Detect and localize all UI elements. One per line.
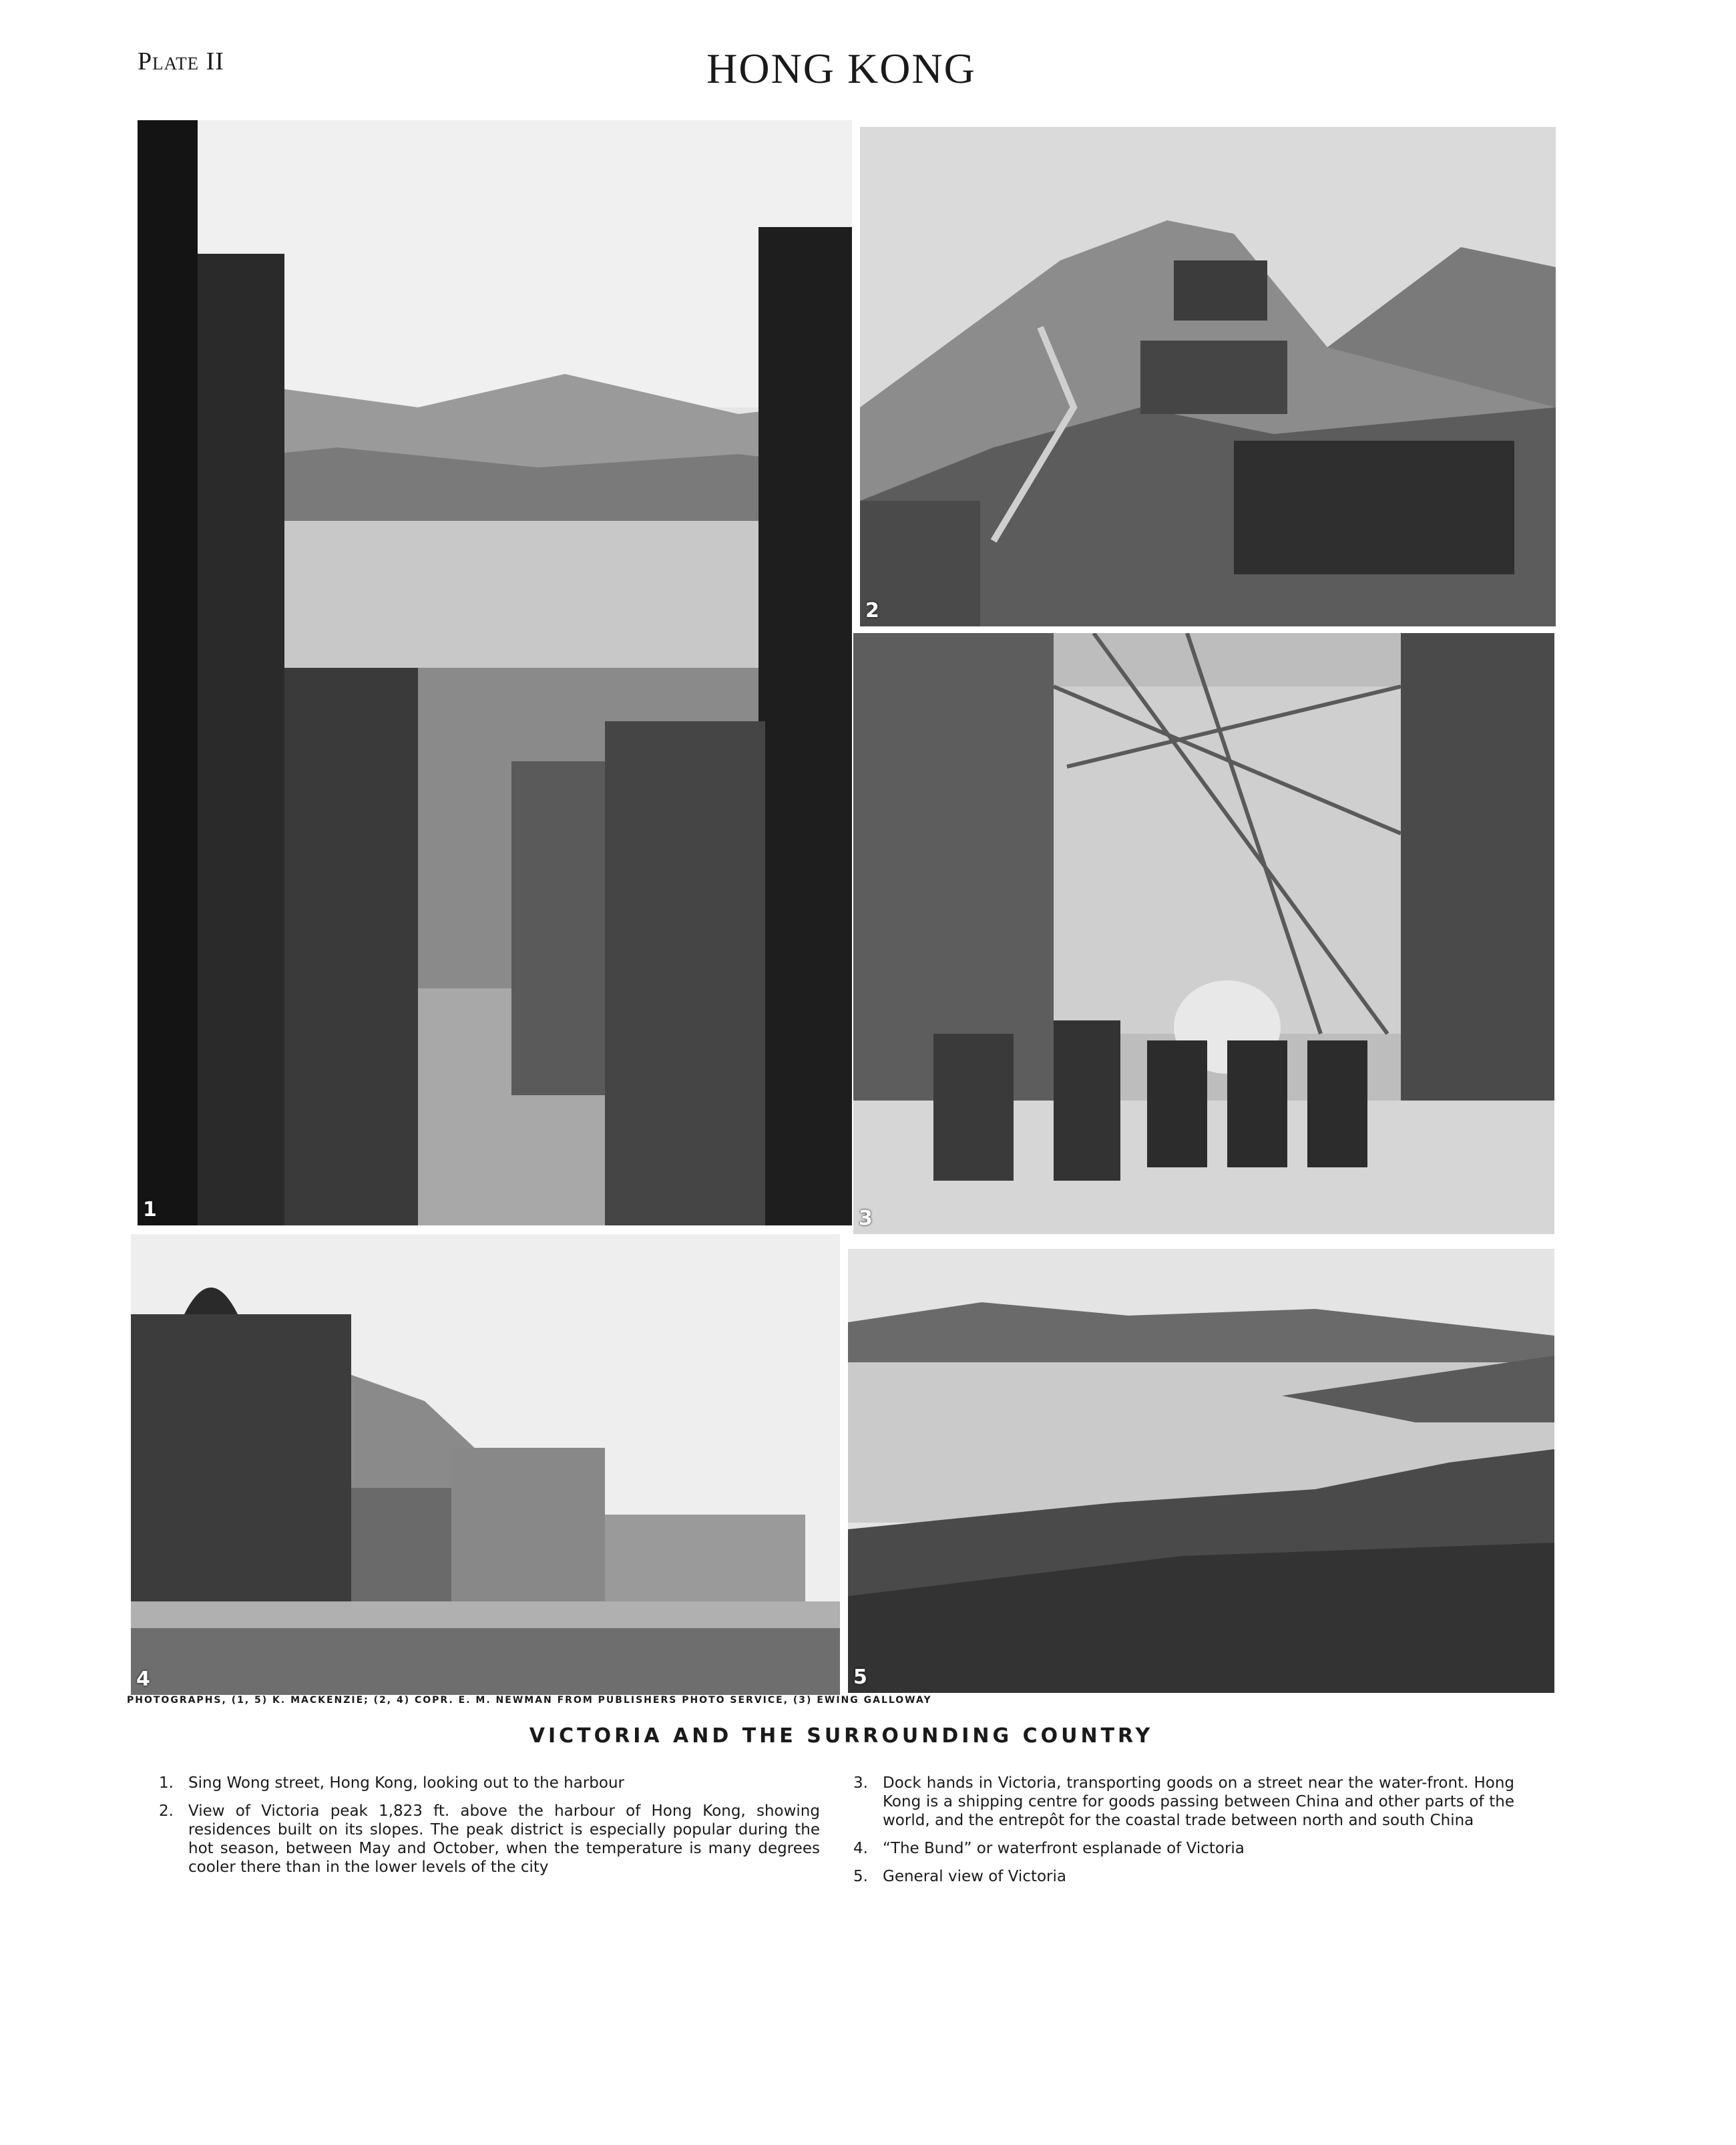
caption-item bbox=[853, 1867, 1514, 1886]
photo-dock-hands bbox=[853, 633, 1554, 1234]
caption-item bbox=[159, 1802, 820, 1877]
caption-text: View of Victoria peak 1,823 ft. above the harbour of Hong Kong, showing residences built on its slopes. The peak district is especially popular during the hot season, between May and October, when the temperature is many degrees cooler there than in the lower levels of the city bbox=[188, 1802, 820, 1876]
caption-number: 3. bbox=[853, 1774, 868, 1792]
caption-text: Dock hands in Victoria, transporting goods on a street near the water-front. Hong Kong is a shipping centre for goods passing between China and other parts of the world, and the entrepôt for the coastal trade between north and south China bbox=[883, 1774, 1514, 1829]
photo-3-image bbox=[853, 633, 1554, 1234]
caption-number: 1. bbox=[159, 1774, 174, 1792]
photo-victoria-peak bbox=[860, 127, 1556, 626]
photo-4-image bbox=[131, 1234, 840, 1695]
photo-number: 1 bbox=[143, 1198, 157, 1221]
caption-number: 5. bbox=[853, 1868, 868, 1885]
photo-general-view bbox=[848, 1249, 1554, 1693]
photo-number: 3 bbox=[859, 1207, 873, 1230]
caption-text: “The Bund” or waterfront esplanade of Victoria bbox=[883, 1840, 1245, 1857]
photo-sing-wong-street bbox=[138, 120, 852, 1225]
caption-number: 2. bbox=[159, 1802, 174, 1820]
caption-item bbox=[159, 1774, 820, 1792]
caption-text: Sing Wong street, Hong Kong, looking out to the harbour bbox=[188, 1774, 624, 1792]
photo-2-image bbox=[860, 127, 1556, 626]
plate-label: Plate II bbox=[138, 47, 224, 75]
caption-item bbox=[853, 1774, 1514, 1830]
page-title: HONG KONG bbox=[706, 45, 976, 92]
section-heading: VICTORIA AND THE SURROUNDING COUNTRY bbox=[529, 1724, 1154, 1748]
photo-1-image bbox=[138, 120, 852, 1225]
photo-5-image bbox=[848, 1249, 1554, 1693]
captions-right-column bbox=[853, 1774, 1514, 1895]
caption-item bbox=[853, 1839, 1514, 1858]
photo-the-bund bbox=[131, 1234, 840, 1695]
captions-left-column bbox=[159, 1774, 820, 1886]
photo-number: 4 bbox=[136, 1668, 150, 1691]
photo-number: 2 bbox=[865, 599, 879, 622]
photo-number: 5 bbox=[853, 1666, 867, 1689]
photo-credits: PHOTOGRAPHS, (1, 5) K. MACKENZIE; (2, 4) COPR. E. M. NEWMAN FROM PUBLISHERS PHOTO SERVICE, (3) EWING GALLOWAY bbox=[127, 1695, 932, 1706]
caption-number: 4. bbox=[853, 1840, 868, 1857]
caption-text: General view of Victoria bbox=[883, 1868, 1067, 1885]
